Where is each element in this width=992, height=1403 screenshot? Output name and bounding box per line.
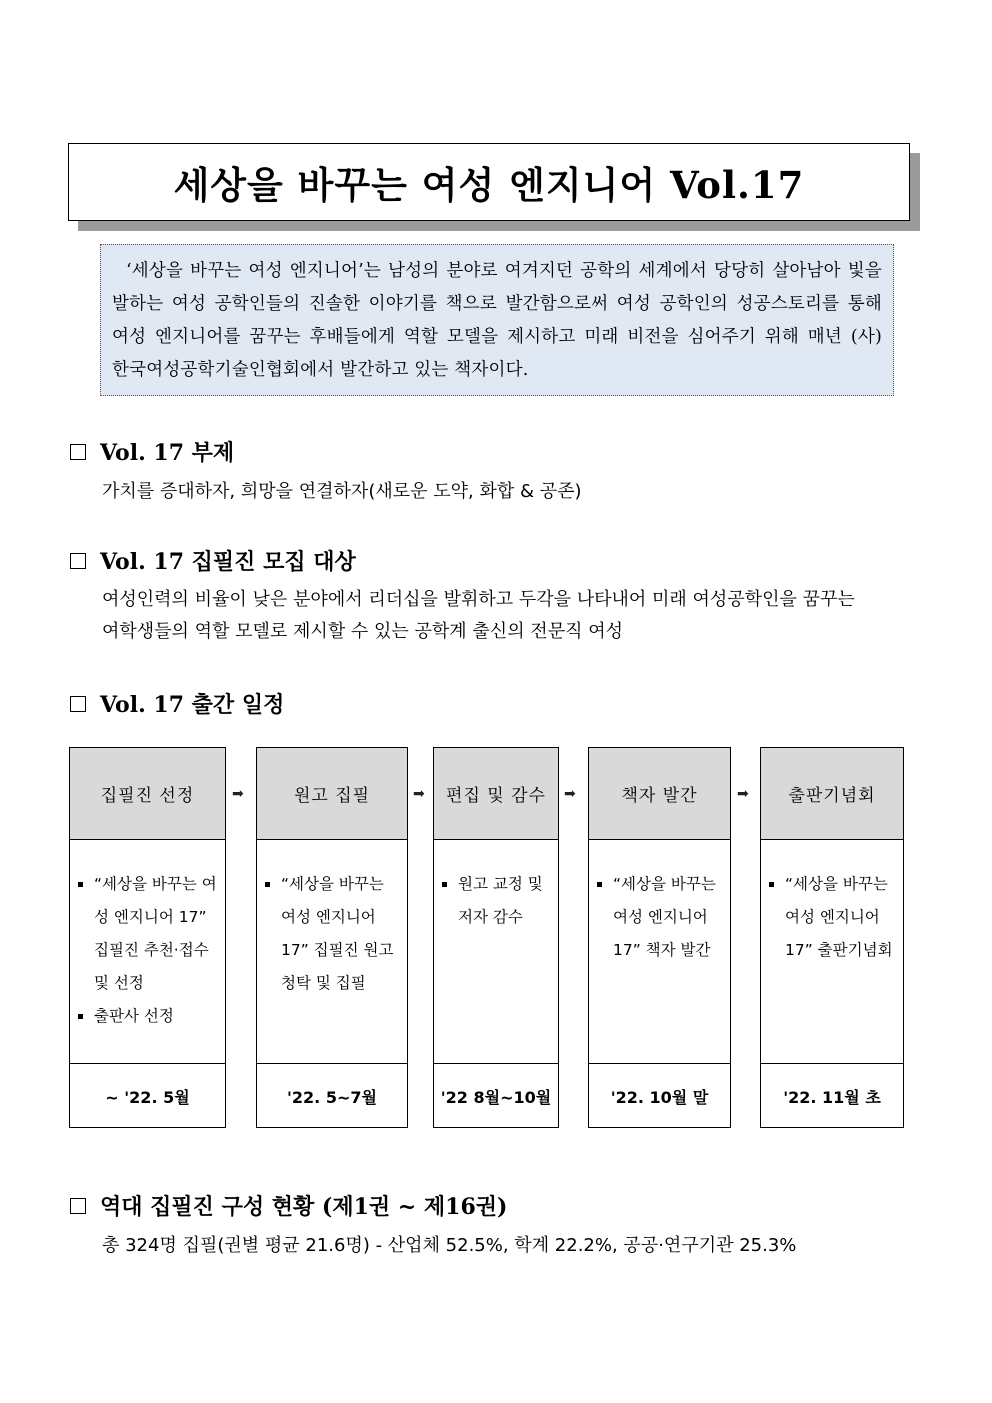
arrow-right-icon: ➡ (232, 786, 244, 802)
stage-details (761, 840, 903, 1064)
stage-box-5 (760, 747, 904, 1128)
checkbox-square-icon (70, 1198, 86, 1214)
section-heading-history (70, 1190, 507, 1221)
section-heading-schedule (70, 688, 284, 719)
section-heading-text: Vol. 17 출간 일정 (100, 692, 285, 718)
section-heading-text: Vol. 17 집필진 모집 대상 (100, 549, 356, 575)
title-box (68, 143, 910, 221)
section-body-target (102, 584, 855, 648)
stage-box-1 (69, 747, 226, 1128)
section-heading-target (70, 545, 356, 576)
stage-period: '22 8월~10월 (440, 1087, 552, 1107)
section-heading-text: 역대 집필진 구성 현황 (제1권 ~ 제16권) (100, 1194, 508, 1220)
intro-text: ‘세상을 바꾸는 여성 엔지니어’는 남성의 분야로 여겨지던 공학의 세계에서 당당히 살아남아 빛을 발하는 여성 공학인들의 진솔한 이야기를 책으로 발간함으로써 여성 공학인의 성공스토리를 통해 여성 엔지니어를 꿈꾸는 후배들에게 역할 모델을 제시하고 미래 비전을 심어주기 위해 매년 (사)한국여성공학기술인협회에서 발간하고 있는 책자이다. (112, 261, 882, 380)
stage-item: “세상을 바꾸는 여성 엔지니어 17” 집필진 추천·접수 및 선정 (78, 868, 219, 1000)
section-body-subtitle: 가치를 증대하자, 희망을 연결하자(새로운 도약, 화합 & 공존) (102, 481, 582, 502)
section-body-history: 총 324명 집필(권별 평균 21.6명) - 산업체 52.5%, 학계 22.2%, 공공·연구기관 25.3% (102, 1235, 797, 1256)
arrow-right-icon: ➡ (737, 786, 749, 802)
stage-item: “세상을 바꾸는 여성 엔지니어 17” 집필진 원고 청탁 및 집필 (265, 868, 401, 1000)
stage-period: '22. 10월 말 (610, 1087, 709, 1107)
stage-box-3 (433, 747, 559, 1128)
stage-item: 출판사 선정 (78, 1000, 219, 1033)
arrow-right-icon: ➡ (564, 786, 576, 802)
checkbox-square-icon (70, 553, 86, 569)
target-line-2: 여학생들의 역할 모델로 제시할 수 있는 공학계 출신의 전문직 여성 (102, 621, 623, 642)
stage-box-4 (588, 747, 731, 1128)
target-line-1: 여성인력의 비율이 낮은 분야에서 리더십을 발휘하고 두각을 나타내어 미래 여성공학인을 꿈꾸는 (102, 589, 855, 610)
stage-name: 집필진 선정 (70, 748, 225, 840)
stage-item: 원고 교정 및 저자 감수 (442, 868, 552, 934)
stage-name: 출판기념회 (761, 748, 903, 840)
stage-item: “세상을 바꾸는 여성 엔지니어 17” 출판기념회 (769, 868, 897, 967)
intro-box (100, 244, 894, 396)
stage-period: '22. 11월 초 (783, 1087, 881, 1107)
section-heading-subtitle (70, 436, 234, 467)
stage-period: ~ '22. 5월 (105, 1087, 190, 1107)
page-title: 세상을 바꾸는 여성 엔지니어 Vol.17 (173, 163, 805, 207)
stage-item: “세상을 바꾸는 여성 엔지니어 17” 책자 발간 (597, 868, 724, 967)
stage-name: 책자 발간 (589, 748, 730, 840)
stage-name: 편집 및 감수 (434, 748, 558, 840)
stage-box-2 (256, 747, 408, 1128)
checkbox-square-icon (70, 444, 86, 460)
stage-details (257, 840, 407, 1064)
stage-details (434, 840, 558, 1064)
section-heading-text: Vol. 17 부제 (100, 440, 235, 466)
checkbox-square-icon (70, 696, 86, 712)
stage-name: 원고 집필 (257, 748, 407, 840)
stage-period: '22. 5~7월 (287, 1087, 377, 1107)
stage-details (589, 840, 730, 1064)
stage-details (70, 840, 225, 1064)
arrow-right-icon: ➡ (413, 786, 425, 802)
